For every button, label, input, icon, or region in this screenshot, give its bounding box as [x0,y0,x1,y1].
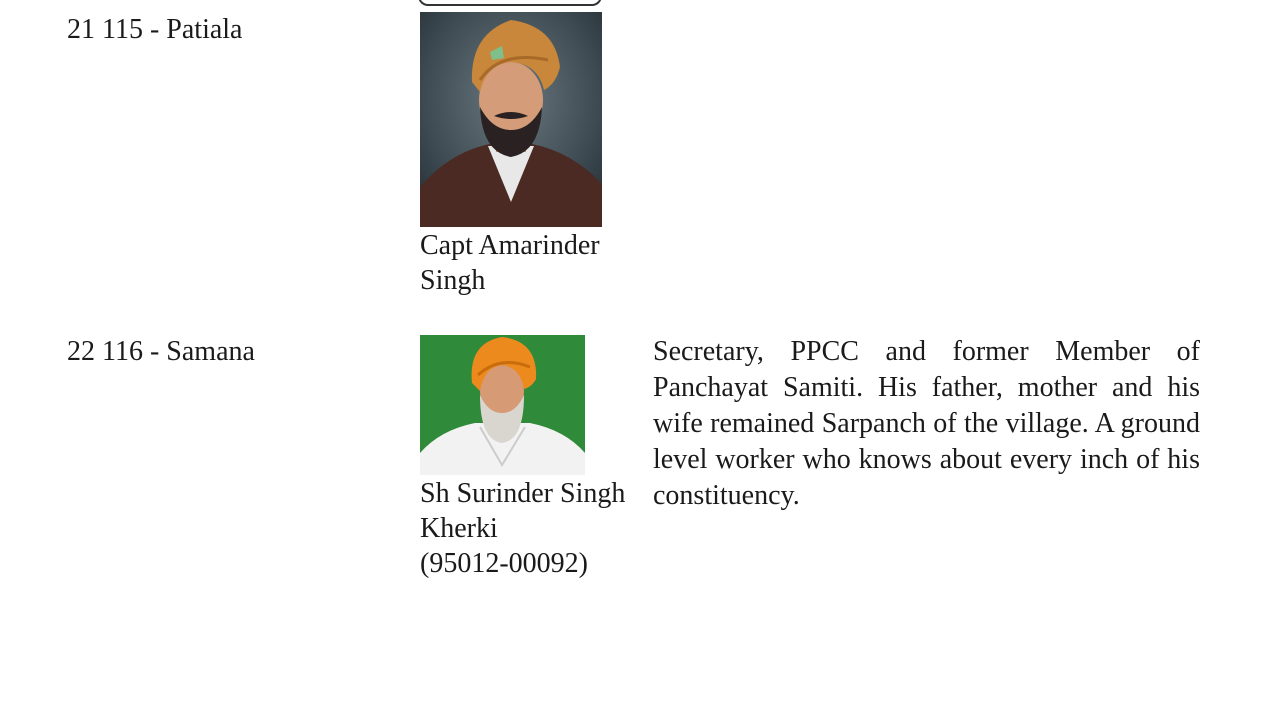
previous-entry-fragment [418,0,602,6]
candidate-phone-samana: (95012-00092) [420,548,588,579]
constituency-label-samana: 22 116 - Samana [67,336,255,367]
candidate-name-patiala-line-2: Singh [420,265,486,296]
candidate-name-samana-line-1: Sh Surinder Singh [420,478,626,509]
candidate-photo-patiala [420,12,602,227]
constituency-label-patiala: 21 115 - Patiala [67,14,243,45]
candidate-name-patiala-line-1: Capt Amarinder [420,230,600,261]
candidate-name-samana-line-2: Kherki [420,513,498,544]
candidate-description-samana: Secretary, PPCC and former Member of Panchayat Samiti. His father, mother and his wife remained Sarpanch of the village. A ground level worker who knows about every inch of his constituency. [653,336,1200,511]
candidate-photo-samana [420,335,585,475]
